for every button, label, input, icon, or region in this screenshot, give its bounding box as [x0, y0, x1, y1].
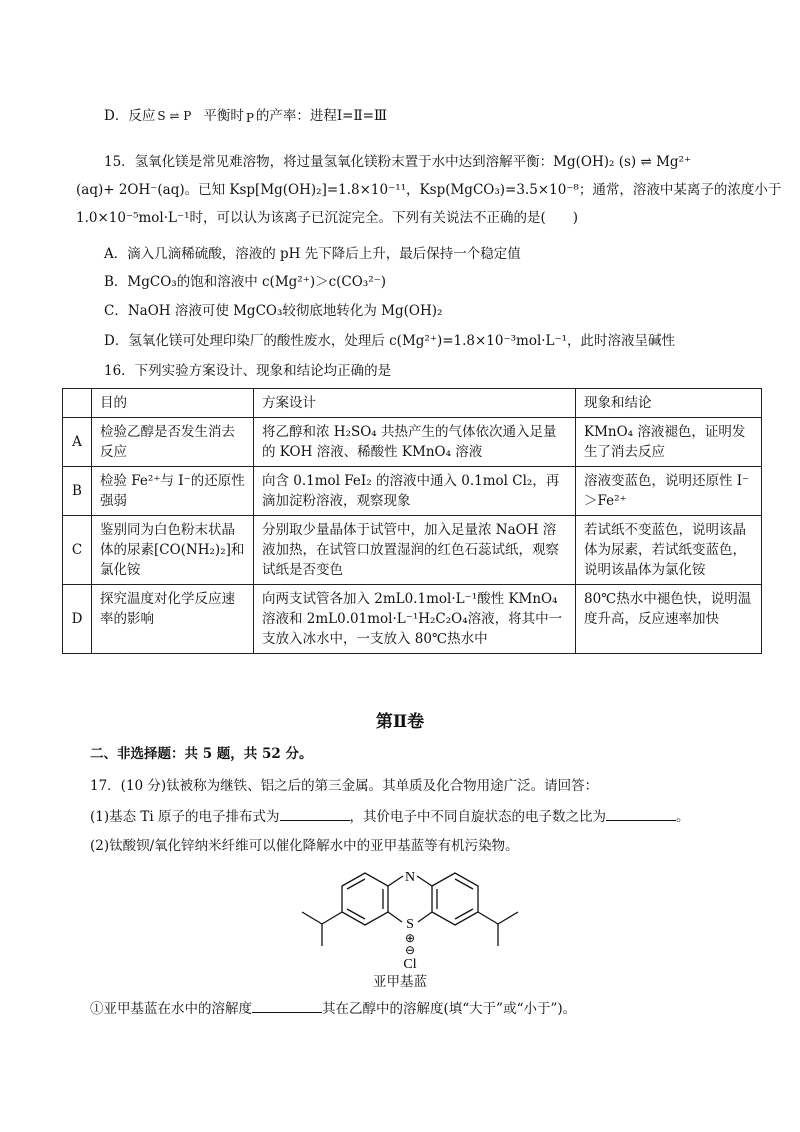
q17-part1 [90, 806, 690, 827]
row-design: 向含 0.1mol FeI₂ 的溶液中通入 0.1mol Cl₂，再滴加淀粉溶液，观察现象 [254, 467, 576, 516]
q15-option-a: A．滴入几滴稀硫酸，溶液的 pH 先下降后上升，最后保持一个稳定值 [104, 246, 521, 262]
option-d-middle: 平衡时 [203, 108, 244, 124]
q15-option-d: D．氢氧化镁可处理印染厂的酸性废水，处理后 c(Mg²⁺)=1.8×10⁻³mol·L⁻¹，此时溶液呈碱性 [104, 333, 676, 349]
option-d-prefix: D．反应 [104, 108, 156, 124]
q15-line3: 1.0×10⁻⁵mol·L⁻¹时，可以认为该离子已沉淀完全。下列有关说法不正确的是( ) [76, 210, 579, 226]
header-cell-design: 方案设计 [254, 389, 576, 418]
atom-s-label: S [406, 917, 414, 932]
q17-part2-1-b: 其在乙醇中的溶解度(填“大于”或“小于”)。 [322, 1001, 577, 1017]
row-label: D [63, 585, 92, 654]
table-row [63, 516, 762, 585]
row-result: KMnO₄ 溶液褪色，证明发生了消去反应 [576, 418, 762, 467]
option-d-prev [104, 106, 387, 126]
q17-part1-c: 。 [676, 809, 690, 825]
methylene-blue-structure [290, 858, 530, 970]
table-header-row [63, 389, 762, 418]
row-purpose: 检验 Fe²⁺与 I⁻的还原性强弱 [92, 467, 254, 516]
option-d-suffix: 的产率：进程Ⅰ=Ⅱ=Ⅲ [255, 108, 387, 124]
q15-line1: 15．氢氧化镁是常见难溶物，将过量氢氧化镁粉末置于水中达到溶解平衡：Mg(OH)₂ (s) ⇌ Mg²⁺ [104, 154, 692, 170]
row-result: 80℃热水中褪色快，说明温度升高，反应速率加快 [576, 585, 762, 654]
minus-charge-icon: ⊖ [404, 943, 416, 957]
q17-part2-1 [90, 998, 576, 1019]
row-purpose: 探究温度对化学反应速率的影响 [92, 585, 254, 654]
row-design: 将乙醇和浓 H₂SO₄ 共热产生的气体依次通入足量的 KOH 溶液、稀酸性 KMnO₄ 溶液 [254, 418, 576, 467]
q15-line2: (aq)+ 2OH⁻(aq)。已知 Ksp[Mg(OH)₂]=1.8×10⁻¹¹，Ksp(MgCO₃)=3.5×10⁻⁸；通常，溶液中某离子的浓度小于 [76, 182, 782, 198]
q17-part1-a: (1)基态 Ti 原子的电子排布式为 [90, 809, 280, 825]
q15-option-b: B．MgCO₃的饱和溶液中 c(Mg²⁺)＞c(CO₃²⁻) [104, 274, 387, 290]
section-title: 第Ⅱ卷 [375, 712, 425, 732]
row-result: 溶液变蓝色，说明还原性 I⁻＞Fe²⁺ [576, 467, 762, 516]
row-label: C [63, 516, 92, 585]
q15-option-c: C．NaOH 溶液可使 MgCO₃较彻底地转化为 Mg(OH)₂ [104, 303, 443, 319]
row-design: 向两支试管各加入 2mL0.1mol·L⁻¹酸性 KMnO₄ 溶液和 2mL0.01mol·L⁻¹H₂C₂O₄溶液，将其中一支放入冰水中，一支放入 80℃热水中 [254, 585, 576, 654]
table-row [63, 418, 762, 467]
row-result: 若试纸不变蓝色，说明该晶体为尿素，若试纸变蓝色，说明该晶体为氯化铵 [576, 516, 762, 585]
reaction-top: S ⇌ P [157, 109, 192, 123]
header-cell-purpose: 目的 [92, 389, 254, 418]
answer-blank[interactable] [252, 998, 322, 1013]
q17-intro: 17．(10 分)钛被称为继铁、铝之后的第三金属。其单质及化合物用途广泛。请回答： [90, 778, 599, 794]
q17-part2-1-a: ①亚甲基蓝在水中的溶解度 [90, 1001, 252, 1017]
q17-part2: (2)钛酸钡/氧化锌纳米纤维可以催化降解水中的亚甲基蓝等有机污染物。 [90, 838, 519, 854]
section-heading: 二、非选择题：共 5 题，共 52 分。 [90, 746, 313, 762]
q16-table [62, 388, 762, 654]
table-row [63, 467, 762, 516]
answer-blank[interactable] [606, 806, 676, 821]
row-purpose: 检验乙醇是否发生消去反应 [92, 418, 254, 467]
answer-blank[interactable] [280, 806, 350, 821]
row-label: B [63, 467, 92, 516]
atom-cl-label: Cl [403, 957, 417, 970]
row-design: 分别取少量晶体于试管中，加入足量浓 NaOH 溶液加热，在试管口放置湿润的红色石蕊试纸，观察试纸是否变色 [254, 516, 576, 585]
row-label: A [63, 418, 92, 467]
plus-charge-icon: ⊕ [404, 931, 416, 945]
p-label: P [245, 111, 254, 125]
header-cell-blank [63, 389, 92, 418]
row-purpose: 鉴别同为白色粉末状晶体的尿素[CO(NH₂)₂]和氯化铵 [92, 516, 254, 585]
structure-caption: 亚甲基蓝 [373, 974, 427, 990]
q16-stem: 16．下列实验方案设计、现象和结论均正确的是 [104, 363, 392, 379]
table-row [63, 585, 762, 654]
atom-n-label: N [404, 870, 416, 885]
q17-part1-b: ，其价电子中不同自旋状态的电子数之比为 [349, 809, 607, 825]
header-cell-result: 现象和结论 [576, 389, 762, 418]
